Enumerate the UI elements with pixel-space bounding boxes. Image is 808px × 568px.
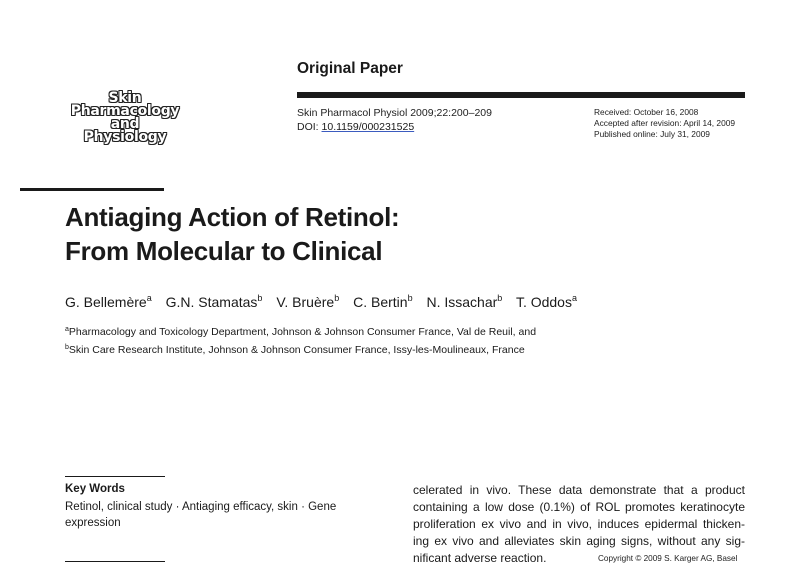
doi-line bbox=[297, 120, 492, 134]
author-affiliation-mark: b bbox=[407, 293, 413, 303]
affiliation-mark: b bbox=[65, 344, 69, 351]
author-name: T. Oddos bbox=[515, 294, 572, 310]
author-name: N. Issachar bbox=[426, 294, 498, 310]
author-affiliation-mark: b bbox=[257, 293, 263, 303]
journal-logo bbox=[60, 92, 190, 144]
keywords-rule-top bbox=[65, 476, 165, 477]
abstract-line: nificant adverse reaction. bbox=[413, 551, 547, 565]
logo-line: Physiology bbox=[83, 129, 167, 145]
author bbox=[276, 294, 339, 310]
author-affiliation-mark: b bbox=[497, 293, 503, 303]
author-affiliation-mark: b bbox=[334, 293, 340, 303]
affiliation-text: Pharmacology and Toxicology Department, Johnson & Johnson Consumer France, Val de Reuil, and bbox=[68, 326, 537, 338]
author-name: V. Bruère bbox=[276, 294, 335, 310]
citation-block bbox=[297, 106, 492, 134]
title-rule bbox=[20, 188, 164, 191]
abstract-line: containing a low dose (0.1%) of ROL promotes keratinocyte bbox=[413, 500, 745, 514]
title-line-2: From Molecular to Clinical bbox=[65, 236, 383, 266]
affiliation bbox=[65, 340, 536, 358]
author bbox=[516, 294, 577, 310]
author-list bbox=[65, 293, 587, 310]
author bbox=[353, 294, 412, 310]
logo-line: and bbox=[110, 116, 140, 132]
affiliation bbox=[65, 322, 536, 340]
keywords-text: Retinol, clinical study · Antiaging efficacy, skin · Gene expression bbox=[65, 501, 337, 529]
received-date: Received: October 16, 2008 bbox=[594, 107, 699, 117]
header-rule bbox=[297, 92, 745, 98]
doi-link[interactable]: 10.1159/000231525 bbox=[321, 121, 415, 133]
affiliations bbox=[65, 322, 536, 358]
publication-dates bbox=[594, 107, 735, 140]
copyright-notice: Copyright © 2009 S. Karger AG, Basel bbox=[598, 554, 738, 563]
affiliation-text: Skin Care Research Institute, Johnson & Johnson Consumer France, Issy-les-Moulineaux, France bbox=[68, 344, 525, 356]
accepted-date: Accepted after revision: April 14, 2009 bbox=[594, 118, 736, 128]
author bbox=[166, 294, 263, 310]
author-name: G.N. Stamatas bbox=[165, 294, 258, 310]
published-date: Published online: July 31, 2009 bbox=[594, 129, 710, 139]
author-name: G. Bellemère bbox=[65, 294, 147, 310]
affiliation-mark: a bbox=[65, 326, 69, 333]
abstract-line: ing ex vivo and alleviates skin aging signs, without any sig- bbox=[413, 534, 745, 548]
doi-label: DOI: bbox=[297, 121, 322, 133]
author-name: C. Bertin bbox=[353, 294, 408, 310]
abstract-line: celerated in vivo. These data demonstrate that a product bbox=[413, 483, 745, 497]
logo-line: Pharmacology bbox=[70, 103, 180, 119]
abstract-line: proliferation ex vivo and in vivo, induces epidermal thicken- bbox=[413, 517, 745, 531]
keywords-heading: Key Words bbox=[65, 483, 125, 495]
journal-citation: Skin Pharmacol Physiol 2009;22:200–209 bbox=[297, 107, 492, 119]
logo-line: Skin bbox=[108, 90, 142, 106]
keywords-rule-bottom bbox=[65, 561, 165, 562]
author bbox=[65, 294, 152, 310]
paper-type-label: Original Paper bbox=[297, 60, 403, 77]
author bbox=[426, 294, 502, 310]
article-title bbox=[65, 200, 765, 268]
author-affiliation-mark: a bbox=[146, 293, 152, 303]
author-affiliation-mark: a bbox=[571, 293, 577, 303]
title-line-1: Antiaging Action of Retinol: bbox=[65, 202, 400, 232]
